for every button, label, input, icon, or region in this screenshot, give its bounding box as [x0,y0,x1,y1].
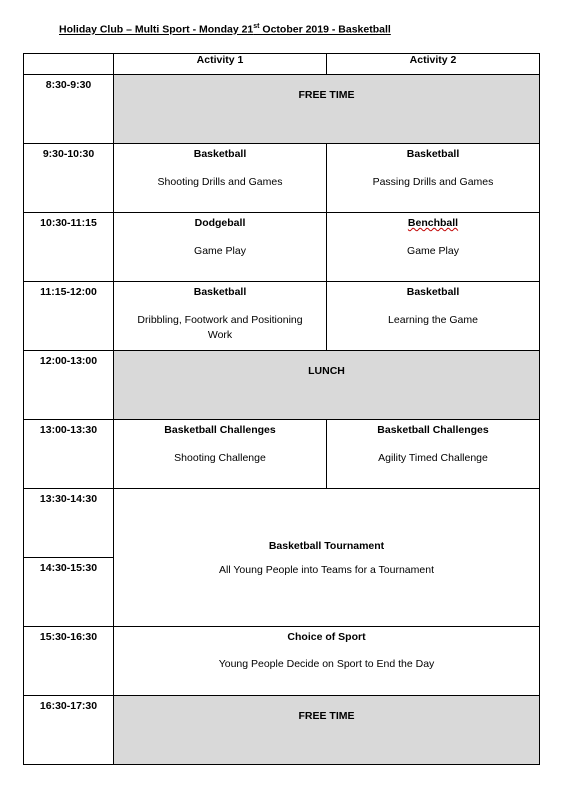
activity-2-cell [327,144,540,213]
block-label: LUNCH [308,365,345,377]
time-slot: 9:30-10:30 [24,144,114,213]
table-row [24,420,540,489]
activity-1-cell [114,144,327,213]
choice-of-sport-block [114,627,540,696]
table-row [24,75,540,144]
activity-title: Basketball [193,148,247,160]
activity-description: Young People Decide on Sport to End the Day [218,658,435,670]
schedule-table [23,53,540,765]
header-row [24,54,540,75]
activity-description: Passing Drills and Games [372,176,494,188]
activity-title: Basketball [193,286,247,298]
time-slot: 13:30-14:30 [24,489,114,558]
tournament-description: All Young People into Teams for a Tournament [218,563,434,576]
activity-description: Learning the Game [388,314,478,326]
table-row [24,351,540,420]
time-slot: 8:30-9:30 [24,75,114,144]
table-row [24,144,540,213]
activity-description: Game Play [194,245,246,257]
time-slot: 12:00-13:00 [24,351,114,420]
column-header-activity-2: Activity 2 [327,54,540,75]
document-title: Holiday Club – Multi Sport - Monday 21st October 2019 - Basketball [59,23,391,36]
activity-title: Benchball [407,217,459,229]
block-label: FREE TIME [298,89,355,101]
free-time-block [114,75,540,144]
activity-2-cell [327,282,540,351]
time-slot: 15:30-16:30 [24,627,114,696]
activity-description: Agility Timed Challenge [378,452,488,464]
activity-title: Choice of Sport [287,631,366,643]
tournament-title: Basketball Tournament [268,539,385,552]
time-slot: 10:30-11:15 [24,213,114,282]
tournament-block [114,489,540,627]
activity-description: Dribbling, Footwork and Positioning Work [137,314,303,341]
activity-title: Dodgeball [194,217,246,229]
table-row [24,282,540,351]
table-row [24,696,540,765]
activity-2-cell [327,213,540,282]
table-row [24,489,540,558]
time-slot: 14:30-15:30 [24,558,114,627]
activity-2-cell [327,420,540,489]
table-row [24,627,540,696]
activity-title: Basketball [406,286,460,298]
table-row [24,213,540,282]
activity-title: Basketball Challenges [164,424,276,436]
time-slot: 16:30-17:30 [24,696,114,765]
activity-1-cell [114,420,327,489]
activity-description: Shooting Drills and Games [157,176,283,188]
activity-title: Basketball Challenges [377,424,489,436]
column-header-activity-1: Activity 1 [114,54,327,75]
time-slot: 11:15-12:00 [24,282,114,351]
header-blank-cell [24,54,114,75]
activity-description: Shooting Challenge [174,452,266,464]
activity-title: Basketball [406,148,460,160]
activity-1-cell [114,282,327,351]
activity-description: Game Play [407,245,459,257]
activity-1-cell [114,213,327,282]
lunch-block [114,351,540,420]
block-label: FREE TIME [298,710,355,722]
time-slot: 13:00-13:30 [24,420,114,489]
free-time-block [114,696,540,765]
